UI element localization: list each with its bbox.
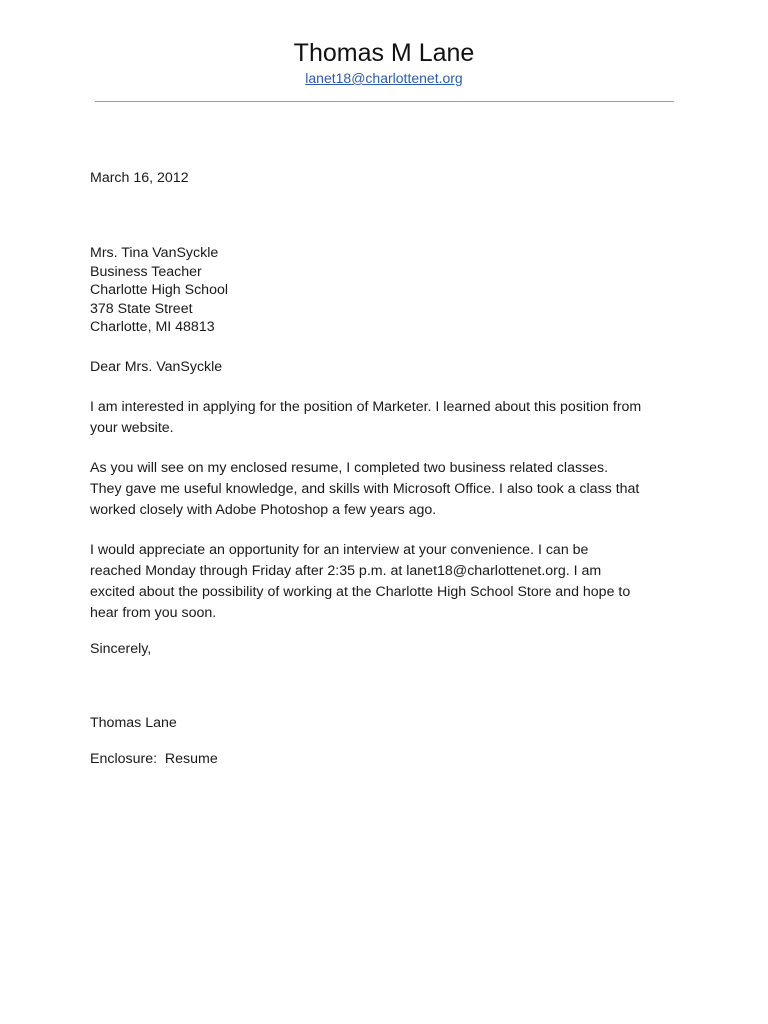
header-divider	[95, 101, 674, 102]
body-paragraph-1	[90, 397, 690, 439]
recipient-street: 378 State Street	[90, 300, 193, 317]
paragraph-line: worked closely with Adobe Photoshop a few years ago.	[90, 502, 437, 518]
recipient-city: Charlotte, MI 48813	[90, 319, 215, 335]
paragraph-line: excited about the possibility of working at the Charlotte High School Store and hope to	[90, 584, 631, 600]
paragraph-line: your website.	[90, 420, 174, 436]
paragraph-line: hear from you soon.	[90, 605, 217, 621]
sender-name: Thomas M Lane	[293, 39, 475, 67]
closing: Sincerely,	[90, 641, 152, 657]
body-paragraph-3	[90, 540, 690, 624]
recipient-name: Mrs. Tina VanSyckle	[90, 245, 219, 261]
paragraph-line: They gave me useful knowledge, and skills with Microsoft Office. I also took a class that	[90, 481, 640, 497]
recipient-address	[90, 244, 690, 337]
sender-email-link[interactable]: lanet18@charlottenet.org	[305, 70, 463, 86]
paragraph-line: I am interested in applying for the position of Marketer. I learned about this position from	[90, 399, 642, 415]
enclosure-note: Enclosure: Resume	[90, 751, 218, 767]
paragraph-line: I would appreciate an opportunity for an interview at your convenience. I can be	[90, 542, 589, 558]
body-paragraph-2	[90, 458, 690, 521]
paragraph-line: reached Monday through Friday after 2:35 p.m. at lanet18@charlottenet.org. I am	[90, 563, 602, 579]
sender-email	[0, 69, 768, 87]
salutation: Dear Mrs. VanSyckle	[90, 359, 223, 375]
recipient-organization: Charlotte High School	[90, 282, 229, 298]
recipient-title: Business Teacher	[90, 263, 202, 280]
letter-date: March 16, 2012	[90, 170, 189, 186]
paragraph-line: As you will see on my enclosed resume, I completed two business related classes.	[90, 460, 609, 476]
signature-name: Thomas Lane	[90, 715, 177, 731]
